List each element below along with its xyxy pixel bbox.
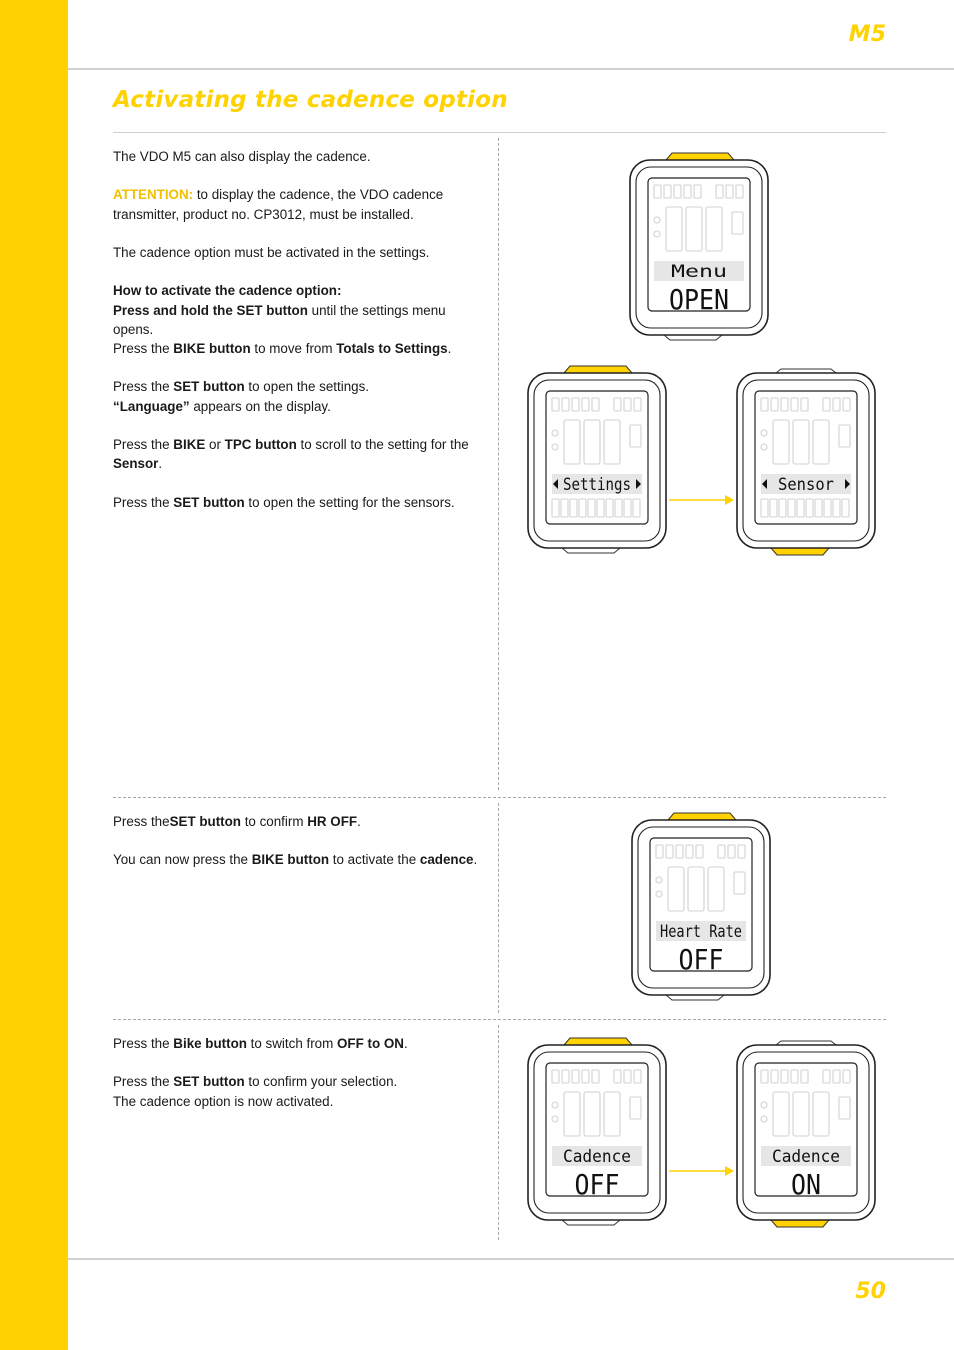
device-settings xyxy=(522,363,672,558)
lcd-line1: Settings xyxy=(563,475,631,495)
header-rule xyxy=(68,68,954,70)
how-to-heading: How to activate the cadence option: xyxy=(113,283,342,299)
lcd-line1: Sensor xyxy=(778,475,834,495)
device-heart-rate-off xyxy=(626,810,776,1005)
step-4: “Language” appears on the display. xyxy=(113,398,331,414)
lcd-line2: OPEN xyxy=(669,283,729,316)
section-divider xyxy=(113,1019,886,1020)
bottom-button xyxy=(771,548,829,555)
lcd-line1: Heart Rate xyxy=(660,922,742,942)
switch-paragraph: Press the Bike button to switch from OFF to ON. xyxy=(113,1036,408,1051)
top-button xyxy=(668,813,736,820)
top-button xyxy=(564,366,632,373)
step-2: Press the BIKE button to move from Totals to Settings. xyxy=(113,340,452,356)
transition-arrow-icon xyxy=(667,490,737,510)
section2-text xyxy=(113,812,488,889)
lcd-line1: Cadence xyxy=(563,1147,631,1167)
device-cadence-on xyxy=(731,1035,881,1230)
activated-paragraph: The cadence option is now activated. xyxy=(113,1093,334,1109)
device-sensor xyxy=(731,363,881,558)
page-number: 50 xyxy=(855,1279,886,1304)
lcd-line1: Menu xyxy=(671,262,727,282)
step-5: Press the BIKE or TPC button to scroll to the setting for the Sensor. xyxy=(113,436,469,472)
model-label: M5 xyxy=(848,22,886,47)
step-1: Press and hold the SET button until the settings menu opens. xyxy=(113,302,446,337)
confirm-hr-paragraph: Press theSET button to confirm HR OFF. xyxy=(113,814,361,829)
transition-arrow-icon xyxy=(667,1161,737,1181)
page-title: Activating the cadence option xyxy=(113,87,508,113)
step-6: Press the SET button to open the setting for the sensors. xyxy=(113,494,455,510)
activation-note: The cadence option must be activated in the settings. xyxy=(113,244,430,260)
lcd-line2: OFF xyxy=(574,1168,620,1201)
device-cadence-off xyxy=(522,1035,672,1230)
section1-text xyxy=(113,147,488,531)
bottom-button xyxy=(771,1220,829,1227)
section-divider xyxy=(113,797,886,798)
section3-text xyxy=(113,1034,488,1111)
step-3: Press the SET button to open the settings. xyxy=(113,379,370,395)
top-button xyxy=(666,153,734,160)
attention-label: ATTENTION: xyxy=(113,187,194,203)
top-button xyxy=(564,1038,632,1045)
confirm-selection-paragraph: Press the SET button to confirm your selection. xyxy=(113,1074,398,1090)
column-divider xyxy=(498,803,499,1013)
activate-cadence-paragraph: You can now press the BIKE button to activate the cadence. xyxy=(113,852,478,868)
intro-paragraph: The VDO M5 can also display the cadence. xyxy=(113,149,371,164)
lcd-line2: OFF xyxy=(678,943,724,976)
column-divider xyxy=(498,1025,499,1240)
device-menu-open xyxy=(624,150,774,345)
yellow-sidebar xyxy=(0,0,68,1350)
footer-rule xyxy=(68,1258,954,1260)
attention-paragraph: ATTENTION: to display the cadence, the VDO cadence transmitter, product no. CP3012, must be installed. xyxy=(113,187,444,222)
lcd-line1: Cadence xyxy=(772,1147,840,1167)
title-rule xyxy=(113,132,886,133)
column-divider xyxy=(498,138,499,790)
lcd-line2: ON xyxy=(791,1168,821,1201)
